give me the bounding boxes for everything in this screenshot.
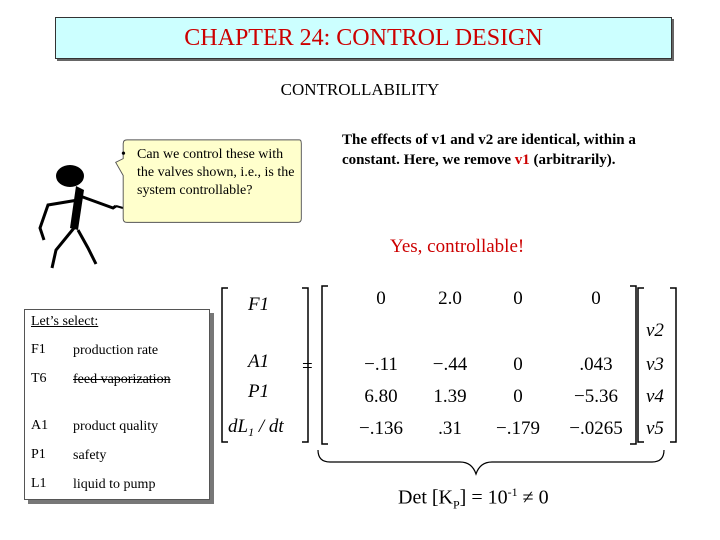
lhs-a1: A1 — [248, 351, 270, 372]
matrix-cell: .043 — [579, 354, 613, 375]
rhs-bracket — [670, 288, 676, 442]
matrix-cell: 0 — [513, 354, 523, 375]
lhs-dl1dt — [228, 416, 284, 439]
det-prefix: Det [K — [398, 486, 453, 509]
matrix-cell: 0 — [591, 288, 601, 309]
det-sub: P — [452, 497, 460, 512]
variable-code: F1 — [31, 342, 46, 357]
effects-text-1: The effects of v1 and v2 are identical, within a constant. Here, we remove — [342, 132, 636, 168]
matrix-cell: 0 — [513, 386, 523, 407]
bullet: • — [121, 147, 126, 162]
matrix-cell: −.44 — [432, 354, 468, 375]
effects-text-2: (arbitrarily). — [529, 152, 616, 168]
variable-code: L1 — [31, 476, 47, 491]
variable-desc: liquid to pump — [73, 477, 156, 492]
variable-desc-struck: feed vaporization — [73, 372, 171, 387]
underbrace — [318, 450, 664, 474]
matrix-cell: 2.0 — [438, 288, 462, 309]
variable-code: P1 — [31, 447, 46, 462]
matrix-cell: 1.39 — [433, 386, 467, 407]
rhs-v4: v4 — [646, 386, 664, 407]
page-title: CHAPTER 24: CONTROL DESIGN — [184, 25, 543, 51]
lhs-sub: 1 — [248, 425, 255, 439]
variable-code: T6 — [31, 371, 47, 386]
rhs-v3: v3 — [646, 354, 664, 375]
matrix-bracket — [630, 286, 636, 444]
lhs-f1: F1 — [248, 294, 270, 315]
matrix-cell: 0 — [513, 288, 523, 309]
matrix-cell: −.179 — [496, 418, 540, 439]
determinant-statement — [398, 485, 549, 513]
rhs-v5: v5 — [646, 418, 664, 439]
variable-desc: safety — [73, 448, 107, 463]
answer-text: Yes, controllable! — [390, 236, 525, 257]
section-subtitle: CONTROLLABILITY — [280, 80, 440, 99]
matrix-cell: −.11 — [364, 354, 398, 375]
matrix-cell: −.0265 — [569, 418, 623, 439]
variable-desc: production rate — [73, 343, 159, 358]
bubble-text — [121, 146, 301, 200]
bubble-question: Can we control these with the valves shown, i.e., is the system controllable? — [137, 147, 295, 198]
matrix-cell: 0 — [376, 288, 386, 309]
matrix-equation — [218, 280, 678, 480]
matrix-cell: .31 — [438, 418, 462, 439]
variable-desc: product quality — [73, 419, 159, 434]
matrix-cell: −.136 — [359, 418, 403, 439]
det-suffix: ≠ 0 — [517, 486, 549, 509]
lhs-dt: / dt — [254, 416, 284, 437]
det-exp: -1 — [507, 485, 518, 499]
effects-paragraph — [342, 130, 662, 170]
lhs-dl: dL — [228, 416, 249, 437]
selection-heading: Let’s select: — [31, 314, 99, 329]
rhs-v2: v2 — [646, 320, 664, 341]
title-box — [55, 17, 672, 59]
effects-highlight: v1 — [514, 152, 530, 168]
matrix-bracket — [322, 286, 328, 444]
lhs-p1: P1 — [248, 381, 270, 402]
matrix-cell: −5.36 — [574, 386, 618, 407]
variable-code: A1 — [31, 418, 49, 433]
equals-sign: = — [302, 356, 313, 377]
det-mid: ] = 10 — [459, 486, 508, 509]
rhs-bracket — [638, 288, 644, 442]
selection-box — [24, 309, 210, 500]
matrix-cell: 6.80 — [364, 386, 398, 407]
